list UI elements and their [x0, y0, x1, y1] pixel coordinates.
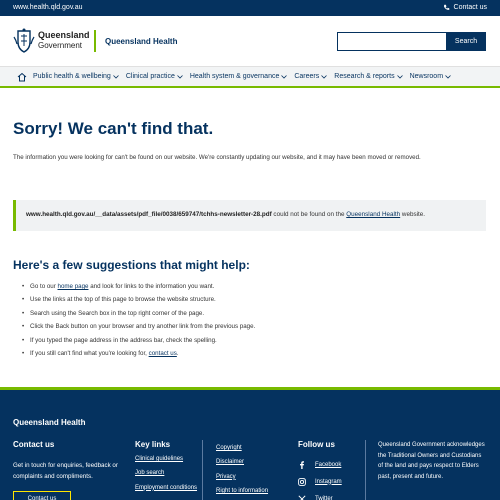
footer-keylinks-list [135, 456, 197, 499]
social-links [298, 456, 342, 500]
suggestion-text: and look for links to the information you want. [88, 283, 215, 290]
chevron-down-icon [321, 75, 327, 79]
nav-item-label: Clinical practice [125, 73, 175, 80]
footer-link-label: Copyright [216, 445, 242, 451]
page-title: Sorry! We can't find that. [13, 119, 214, 138]
phone-icon [443, 4, 450, 11]
nav-item-label: Newsroom [409, 73, 444, 80]
site-url-link[interactable]: www.health.qld.gov.au [13, 4, 83, 11]
chevron-down-icon [281, 75, 287, 79]
suggestion-text: . [176, 349, 179, 357]
callout-suffix: website. [400, 211, 426, 218]
suggestions-list [22, 283, 255, 363]
missing-url: www.health.qld.gov.au/__data/assets/pdf_file/0038/659747/tchhs-newsletter-28.pdf [26, 211, 272, 218]
footer-link-label: Employment conditions [135, 484, 198, 491]
top-bar [0, 0, 500, 16]
main-nav [0, 66, 500, 88]
nav-item-public-health[interactable] [33, 73, 119, 80]
list-item [22, 350, 255, 363]
top-contact-link[interactable] [443, 4, 487, 11]
nav-item-newsroom[interactable] [410, 73, 451, 80]
nav-item-clinical-practice[interactable] [126, 73, 183, 80]
nav-item-label: Careers [294, 73, 320, 80]
footer-follow-heading: Follow us [298, 440, 335, 449]
footer-title: Queensland Health [13, 418, 86, 427]
social-link-facebook[interactable] [298, 456, 342, 473]
footer-contact-button[interactable]: Contact us [13, 491, 71, 500]
footer-link-right-to-information[interactable] [216, 488, 268, 500]
chevron-down-icon [113, 75, 119, 79]
site-header [0, 16, 500, 66]
footer-legal-links [216, 445, 268, 500]
contact-us-link[interactable]: contact us [148, 349, 177, 357]
twitter-x-icon [298, 495, 306, 500]
footer-link-label: Right to information [216, 487, 269, 494]
callout-text: could not be found on the [271, 211, 347, 218]
home-page-link[interactable]: home page [57, 283, 89, 290]
queensland-health-link[interactable]: Queensland Health [346, 211, 401, 218]
nav-item-careers[interactable] [294, 73, 327, 80]
intro-text: The information you were looking for can't be found on our website. We're constantly updating our website, and it may have been moved or removed. [13, 154, 421, 161]
footer-link-disclaimer[interactable] [216, 459, 268, 473]
social-link-instagram[interactable] [298, 473, 342, 490]
footer-link-copyright[interactable] [216, 445, 268, 459]
footer-contact-heading: Contact us [13, 440, 55, 449]
top-contact-label: Contact us [453, 4, 487, 11]
footer-link-clinical-guidelines[interactable] [135, 456, 197, 470]
nav-item-label: Health system & governance [189, 73, 280, 80]
brand-divider [94, 30, 96, 52]
list-item: • If you typed the page address in the address bar, check the spelling. [22, 337, 255, 350]
social-link-twitter[interactable] [298, 490, 342, 500]
footer-link-job-search[interactable] [135, 470, 197, 484]
footer-link-label: Clinical guidelines [135, 456, 184, 462]
footer-link-employment-conditions[interactable] [135, 485, 197, 499]
search-input[interactable] [337, 32, 447, 51]
chevron-down-icon [445, 75, 451, 79]
home-icon[interactable] [17, 72, 27, 82]
queensland-crest-logo[interactable] [13, 28, 35, 54]
nav-item-health-system[interactable] [190, 73, 288, 80]
brand-government: Government [38, 41, 83, 50]
site-footer [0, 390, 500, 500]
social-label: Facebook [315, 461, 342, 468]
suggestion-text: If you still can't find what you're looking for, [30, 349, 149, 357]
chevron-down-icon [177, 75, 183, 79]
nav-item-label: Public health & wellbeing [33, 73, 111, 80]
footer-link-label: Privacy [216, 473, 236, 480]
footer-link-label: Disclaimer [216, 459, 245, 466]
social-label: Twitter [315, 495, 333, 500]
list-item [22, 283, 255, 296]
footer-column-divider [202, 440, 203, 500]
footer-contact-text: Get in touch for enquiries, feedback or complaints and compliments. [13, 462, 118, 480]
instagram-icon [298, 478, 306, 486]
footer-column-divider [365, 440, 366, 500]
footer-link-label: Job search [135, 470, 165, 477]
nav-item-label: Research & reports [334, 73, 395, 80]
social-label: Instagram [315, 478, 342, 485]
footer-link-privacy[interactable] [216, 474, 268, 488]
search-button[interactable]: Search [446, 32, 486, 51]
acknowledgement-text: Queensland Government acknowledges the Traditional Owners and Custodians of the land and pays respect to Elders past, present and future. [378, 442, 485, 480]
missing-page-callout [13, 200, 486, 231]
chevron-down-icon [397, 75, 403, 79]
footer-keylinks-heading: Key links [135, 440, 171, 449]
nav-item-research-reports[interactable] [334, 73, 402, 80]
list-item: • Search using the Search box in the top right corner of the page. [22, 310, 255, 323]
list-item: • Click the Back button on your browser and try another link from the previous page. [22, 323, 255, 336]
facebook-icon [298, 461, 306, 469]
suggestion-text: Go to our [30, 283, 58, 290]
suggestions-heading: Here's a few suggestions that might help: [13, 258, 250, 272]
brand-queensland: Queensland [38, 30, 90, 40]
list-item: • Use the links at the top of this page to browse the website structure. [22, 296, 255, 309]
site-name-link[interactable]: Queensland Health [105, 37, 178, 46]
